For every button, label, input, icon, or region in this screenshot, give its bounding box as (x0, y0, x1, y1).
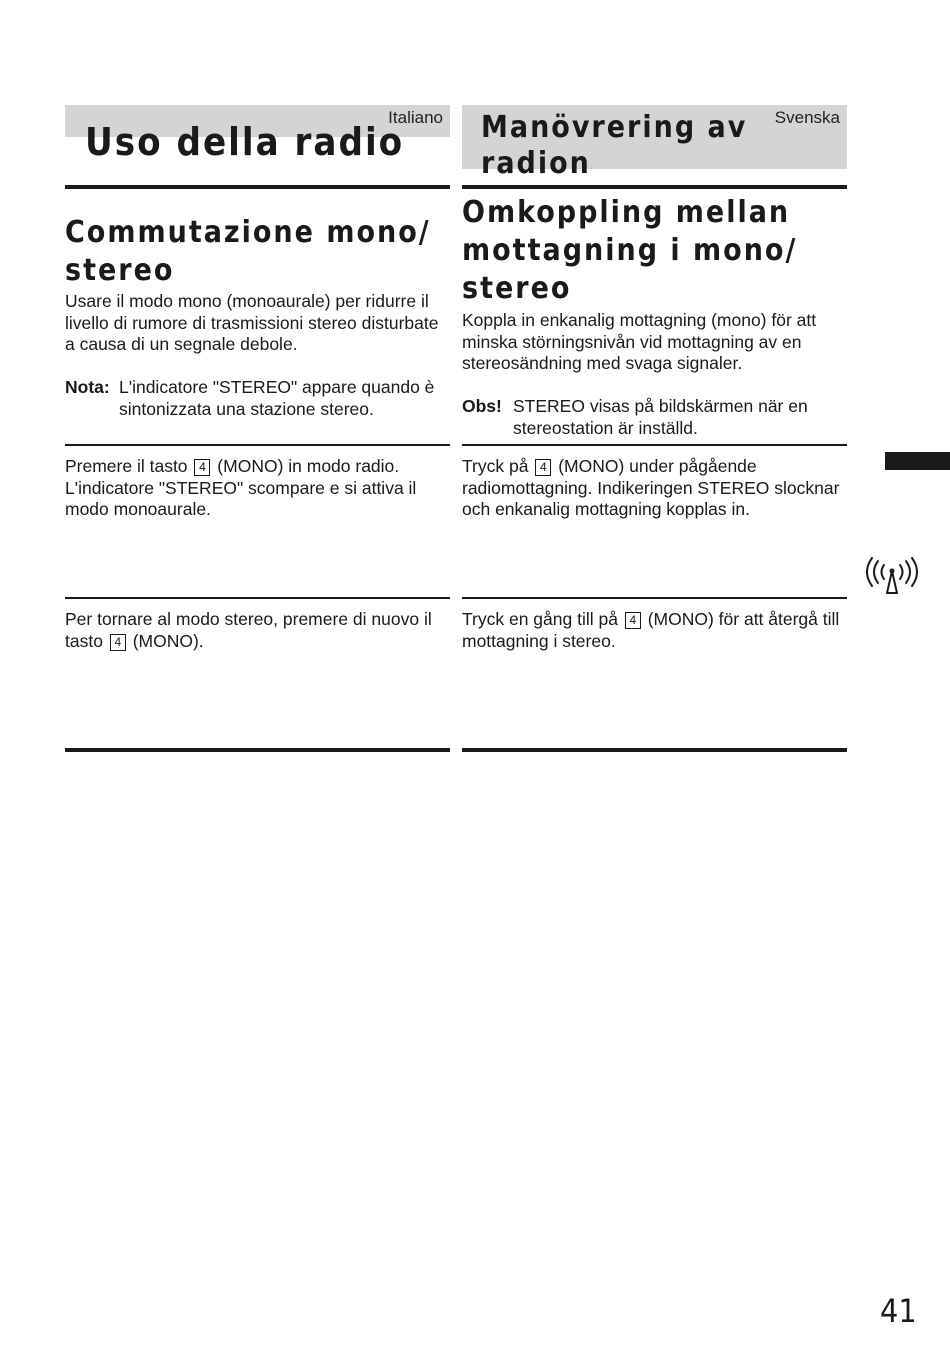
step-text: Tryck en gång till på (462, 609, 618, 629)
step-divider (462, 444, 847, 446)
step-text: (MONO) för att återgå till mottagning i stereo. (462, 609, 840, 651)
key-4-icon: 4 (625, 612, 641, 629)
note-text: STEREO visas på bildskärmen när en stereostation är inställd. (513, 396, 808, 438)
title-rule (462, 185, 847, 189)
chapter-tab (885, 452, 950, 470)
section-title (462, 194, 797, 308)
step-2-text (65, 609, 450, 652)
step-2-text (462, 609, 847, 652)
key-4-icon: 4 (194, 459, 210, 476)
section-title-line: Omkoppling mellan (462, 195, 791, 230)
radio-antenna-icon (866, 557, 918, 597)
intro-paragraph: Usare il modo mono (monoaurale) per ridurre il livello di rumore di trasmissioni stereo disturbate a causa di un segnale debole. (65, 291, 439, 354)
page-title (481, 110, 747, 182)
section-title-line: stereo (462, 271, 572, 306)
page-number: 41 (880, 1292, 917, 1330)
section-title-line: Commutazione mono/ (65, 215, 431, 250)
step-text: (MONO) in modo radio. L'indicatore "STEREO" scompare e si attiva il modo monoaurale. (65, 456, 417, 519)
step-text: Premere il tasto (65, 456, 188, 476)
note-label: Obs! (462, 396, 502, 416)
step-1-text (65, 456, 450, 521)
section-title-line: mottagning i mono/ (462, 233, 798, 268)
step-1-text (462, 456, 847, 521)
section-title (65, 214, 431, 290)
key-4-icon: 4 (535, 459, 551, 476)
key-4-icon: 4 (110, 634, 126, 651)
step-text: Per tornare al modo stereo, premere di nuovo il tasto (65, 609, 432, 651)
title-line: radion (481, 146, 591, 181)
end-rule (65, 748, 450, 752)
section-title-line: stereo (65, 253, 175, 288)
note-label: Nota: (65, 377, 110, 397)
title-line: Manövrering av (481, 110, 748, 145)
page-title: Uso della radio (85, 120, 405, 164)
intro-paragraph: Koppla in enkanalig mottagning (mono) för att minska störningsnivån vid mottagning av en stereosändning med svaga signaler. (462, 310, 817, 373)
step-text: (MONO). (132, 630, 204, 651)
step-text: (MONO) under pågående radiomottagning. Indikeringen STEREO slocknar och enkanalig mottagning kopplas in. (462, 456, 840, 519)
language-label: Italiano (388, 108, 443, 127)
language-label: Svenska (774, 108, 840, 127)
step-divider (65, 444, 450, 446)
title-rule (65, 185, 450, 189)
step-text: Tryck på (462, 456, 529, 476)
step-divider (462, 597, 847, 599)
end-rule (462, 748, 847, 752)
step-divider (65, 597, 450, 599)
note-text: L'indicatore "STEREO" appare quando è sintonizzata una stazione stereo. (119, 377, 435, 419)
